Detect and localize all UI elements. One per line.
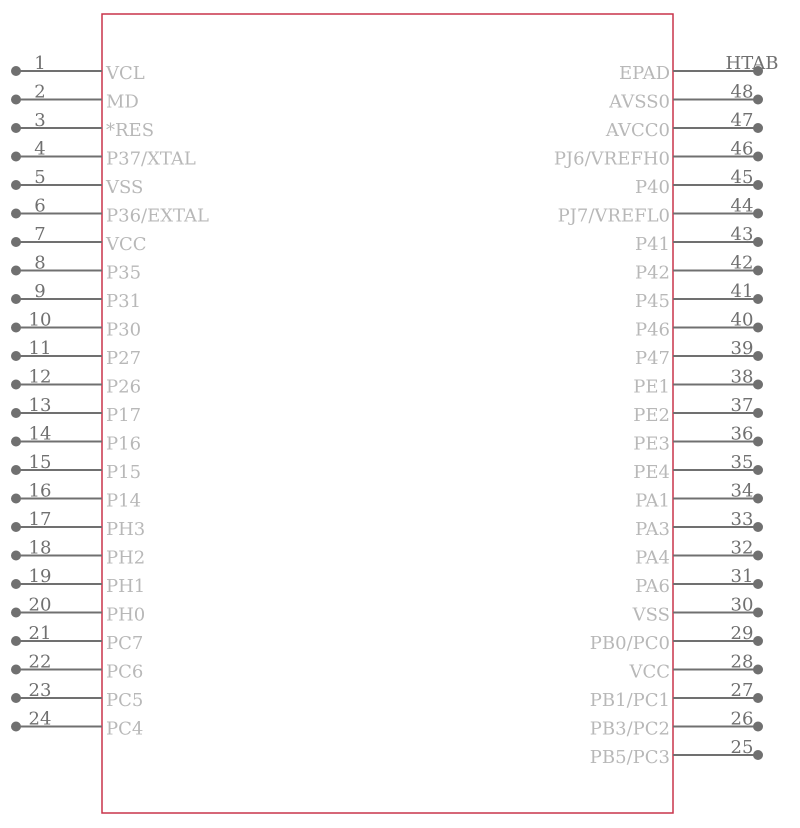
left-pin-21 — [11, 623, 143, 654]
pin-name: *RES — [106, 120, 155, 141]
pin-number: 11 — [28, 338, 52, 359]
pin-endpoint — [11, 636, 21, 646]
left-pin-19 — [11, 566, 145, 597]
pin-name: P45 — [634, 291, 670, 312]
pin-number: 7 — [34, 224, 46, 245]
pin-number: 12 — [28, 366, 52, 388]
pin-name: VCC — [629, 661, 670, 683]
pin-name: VCL — [106, 63, 145, 84]
pin-endpoint — [11, 522, 21, 532]
pin-number: 4 — [34, 138, 46, 160]
pin-number: 16 — [28, 480, 52, 502]
right-pin-26 — [590, 709, 763, 740]
pin-name: P37/XTAL — [106, 148, 196, 170]
left-pin-8 — [11, 253, 141, 284]
pin-number: 31 — [730, 566, 754, 587]
pin-number: 15 — [28, 452, 52, 473]
pin-endpoint — [753, 209, 763, 219]
left-pin-24 — [11, 709, 143, 740]
left-pin-3 — [11, 110, 154, 141]
pin-number: 22 — [28, 651, 52, 673]
pin-name: AVCC0 — [605, 120, 670, 141]
pin-number: 25 — [730, 737, 754, 758]
pin-number: 8 — [34, 252, 46, 274]
left-pin-7 — [11, 224, 147, 255]
pin-endpoint — [753, 636, 763, 646]
pin-number: 19 — [28, 566, 52, 587]
left-pin-group — [11, 53, 209, 740]
right-pin-25 — [590, 737, 763, 768]
pin-endpoint — [753, 408, 763, 418]
right-pin-27 — [590, 680, 763, 711]
pin-name: PE4 — [633, 462, 670, 483]
right-pin-30 — [632, 595, 763, 626]
right-pin-44 — [558, 196, 763, 227]
right-pin-46 — [554, 139, 763, 170]
pin-name: PJ7/VREFL0 — [557, 205, 670, 227]
pin-number: 17 — [28, 509, 52, 530]
pin-name: AVSS0 — [609, 91, 670, 113]
pin-number: 48 — [730, 81, 754, 103]
pin-number: 40 — [730, 309, 754, 331]
pin-name: P14 — [106, 490, 142, 512]
right-pin-41 — [635, 281, 763, 312]
pin-endpoint — [753, 722, 763, 732]
pin-number: 47 — [730, 110, 754, 131]
pin-number: 46 — [730, 138, 754, 160]
right-pin-32 — [635, 538, 763, 569]
pin-endpoint — [753, 693, 763, 703]
pin-endpoint — [753, 665, 763, 675]
pin-endpoint — [11, 123, 21, 133]
pin-endpoint — [11, 665, 21, 675]
pin-name: MD — [106, 91, 139, 113]
pin-endpoint — [11, 494, 21, 504]
pin-endpoint — [11, 152, 21, 162]
pin-number: 45 — [730, 167, 754, 188]
left-pin-13 — [11, 395, 141, 426]
pin-number: 6 — [34, 195, 46, 217]
pin-number: 35 — [730, 452, 754, 473]
pin-number: 28 — [730, 651, 754, 673]
pin-name: P36/EXTAL — [106, 205, 210, 227]
pin-name: VCC — [106, 234, 147, 255]
pin-name: P41 — [634, 234, 670, 255]
pin-endpoint — [753, 237, 763, 247]
pin-number: 38 — [730, 366, 754, 388]
right-pin-40 — [635, 310, 763, 341]
pin-endpoint — [11, 66, 21, 76]
pin-endpoint — [753, 95, 763, 105]
right-pin-48 — [608, 82, 763, 113]
pin-number: 39 — [730, 338, 754, 359]
pin-number: 14 — [28, 423, 52, 445]
left-pin-23 — [11, 680, 143, 711]
pin-endpoint — [11, 608, 21, 618]
pin-number: 3 — [34, 110, 46, 131]
right-pin-34 — [635, 481, 763, 512]
pin-name: PE3 — [633, 433, 670, 455]
pin-number: 33 — [730, 509, 754, 530]
pin-endpoint — [11, 693, 21, 703]
pin-number: 32 — [730, 537, 754, 559]
left-pin-11 — [11, 338, 141, 369]
right-pin-39 — [635, 338, 763, 369]
left-pin-20 — [11, 595, 145, 626]
pin-name: PA6 — [635, 576, 670, 597]
pin-endpoint — [11, 237, 21, 247]
right-pin-42 — [635, 253, 763, 284]
pin-number: 13 — [28, 395, 52, 416]
pin-endpoint — [11, 294, 21, 304]
pin-number: 10 — [28, 309, 52, 331]
pin-name: PJ6/VREFH0 — [553, 148, 670, 170]
pin-endpoint — [753, 579, 763, 589]
pin-name: PA1 — [635, 490, 670, 512]
pin-name: P26 — [106, 376, 142, 398]
component-body — [102, 14, 673, 813]
right-pin-36 — [633, 424, 763, 455]
pin-number: 26 — [730, 708, 754, 730]
pin-number: 43 — [730, 224, 754, 245]
left-pin-5 — [11, 167, 143, 198]
pin-number: 27 — [730, 680, 754, 701]
pin-name: PB1/PC1 — [589, 690, 670, 711]
pin-endpoint — [753, 323, 763, 333]
right-pin-45 — [635, 167, 763, 198]
right-pin-38 — [633, 367, 763, 398]
pin-name: P47 — [634, 348, 670, 369]
pin-number: 24 — [28, 708, 52, 730]
pin-endpoint — [753, 465, 763, 475]
pin-name: P27 — [106, 348, 142, 369]
pin-name: P30 — [106, 319, 142, 341]
pin-endpoint — [11, 722, 21, 732]
pin-number: 21 — [28, 623, 52, 644]
pin-name: PA3 — [635, 519, 670, 540]
left-pin-16 — [11, 481, 141, 512]
pin-number: 20 — [28, 594, 52, 616]
pin-name: P16 — [106, 433, 142, 455]
pin-endpoint — [753, 494, 763, 504]
pin-endpoint — [753, 380, 763, 390]
pin-endpoint — [753, 152, 763, 162]
pin-number: 36 — [730, 423, 754, 445]
pin-name: P15 — [106, 462, 142, 483]
pin-number: 23 — [28, 680, 52, 701]
left-pin-2 — [11, 82, 139, 113]
left-pin-4 — [11, 139, 196, 170]
pin-name: PB3/PC2 — [589, 718, 670, 740]
pin-endpoint — [11, 209, 21, 219]
left-pin-10 — [11, 310, 141, 341]
left-pin-15 — [11, 452, 141, 483]
pin-name: PA4 — [635, 547, 670, 569]
pin-endpoint — [11, 323, 21, 333]
pin-name: EPAD — [618, 63, 670, 84]
pin-number: 37 — [730, 395, 754, 416]
pin-number: 29 — [730, 623, 754, 644]
left-pin-1 — [11, 53, 145, 84]
pin-endpoint — [753, 750, 763, 760]
pin-endpoint — [753, 180, 763, 190]
left-pin-9 — [11, 281, 141, 312]
right-pin-37 — [633, 395, 763, 426]
pin-endpoint — [753, 351, 763, 361]
pin-name: PH3 — [106, 519, 146, 540]
pin-number: HTAB — [725, 53, 779, 74]
pin-endpoint — [753, 294, 763, 304]
pin-name: P35 — [106, 262, 142, 284]
pin-name: P31 — [106, 291, 142, 312]
pin-number: 44 — [730, 195, 754, 217]
pin-endpoint — [11, 551, 21, 561]
pin-endpoint — [11, 437, 21, 447]
pin-number: 34 — [730, 480, 754, 502]
right-pin-33 — [635, 509, 763, 540]
pin-number: 5 — [34, 167, 46, 188]
right-pin-group — [554, 53, 779, 768]
pin-number: 30 — [730, 594, 754, 616]
pin-endpoint — [753, 551, 763, 561]
pin-name: PC6 — [106, 661, 144, 683]
pin-number: 9 — [34, 281, 46, 302]
left-pin-14 — [11, 424, 141, 455]
pin-name: PC5 — [106, 690, 144, 711]
pin-name: P17 — [106, 405, 142, 426]
left-pin-12 — [11, 367, 141, 398]
right-pin-31 — [635, 566, 763, 597]
pin-endpoint — [753, 266, 763, 276]
pin-number: 41 — [730, 281, 754, 302]
right-pin-35 — [633, 452, 763, 483]
right-pin-28 — [628, 652, 763, 683]
pin-endpoint — [11, 266, 21, 276]
pin-name: PH1 — [106, 576, 146, 597]
pin-name: PE1 — [633, 376, 670, 398]
pin-name: PH0 — [106, 604, 146, 626]
left-pin-22 — [11, 652, 143, 683]
pin-name: PB5/PC3 — [589, 747, 670, 768]
pin-name: PE2 — [633, 405, 670, 426]
pin-endpoint — [11, 180, 21, 190]
pin-endpoint — [11, 351, 21, 361]
pin-endpoint — [11, 408, 21, 418]
pin-name: PC4 — [106, 718, 144, 740]
pin-endpoint — [11, 579, 21, 589]
right-pin-47 — [605, 110, 763, 141]
pin-endpoint — [753, 522, 763, 532]
pin-endpoint — [11, 95, 21, 105]
pin-endpoint — [753, 123, 763, 133]
left-pin-6 — [11, 196, 209, 227]
pin-name: VSS — [106, 177, 144, 198]
right-pin-HTAB — [619, 53, 779, 84]
pin-number: 1 — [34, 53, 46, 74]
pin-name: PB0/PC0 — [589, 633, 670, 654]
pin-name: PH2 — [106, 547, 146, 569]
pin-endpoint — [753, 437, 763, 447]
pin-number: 42 — [730, 252, 754, 274]
left-pin-17 — [11, 509, 145, 540]
pin-name: P42 — [634, 262, 670, 284]
pin-name: PC7 — [106, 633, 144, 654]
pin-name: P46 — [634, 319, 670, 341]
pin-endpoint — [11, 380, 21, 390]
pin-name: P40 — [634, 177, 670, 198]
right-pin-29 — [590, 623, 763, 654]
pin-endpoint — [11, 465, 21, 475]
pin-number: 2 — [34, 81, 46, 103]
pin-endpoint — [753, 608, 763, 618]
right-pin-43 — [635, 224, 763, 255]
left-pin-18 — [11, 538, 145, 569]
pin-number: 18 — [28, 537, 52, 559]
pin-name: VSS — [632, 604, 670, 626]
